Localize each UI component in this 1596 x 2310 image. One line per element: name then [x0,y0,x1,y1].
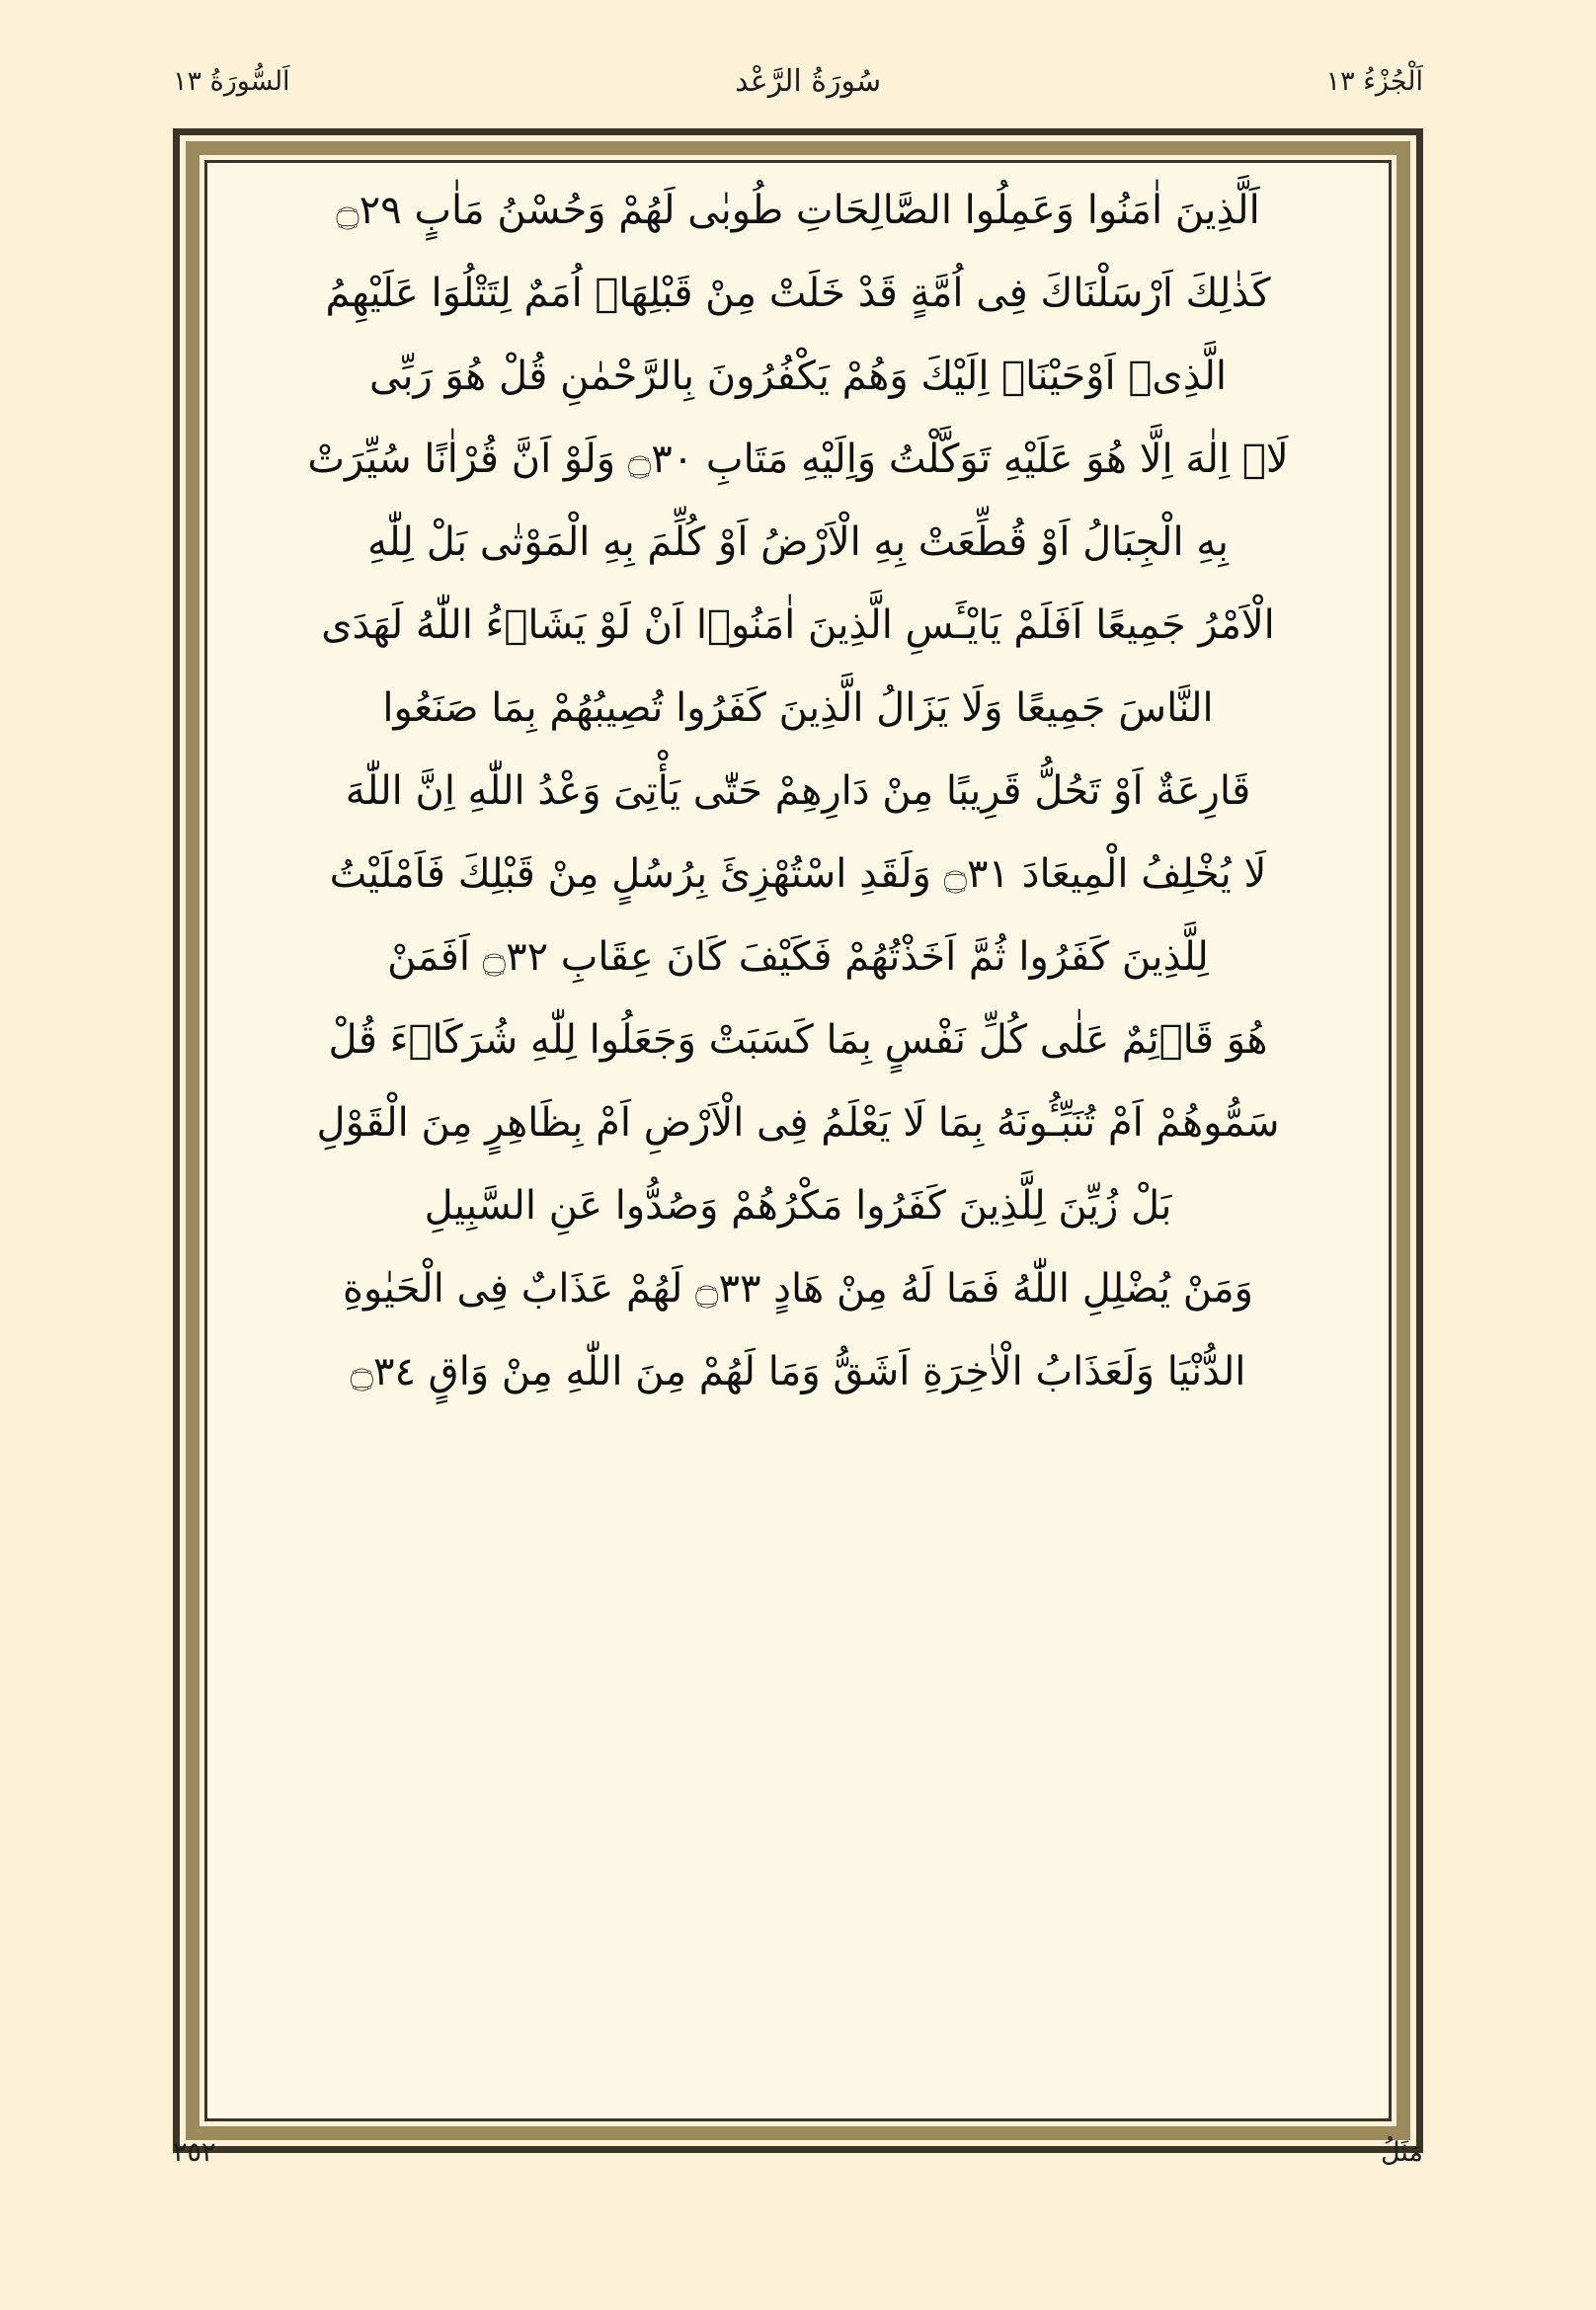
ayah-line: لَا يُخْلِفُ الْمِيعَادَ ۝٣١ وَلَقَدِ اسْتُهْزِئَ بِرُسُلٍ مِنْ قَبْلِكَ فَاَمْلَيْتُ [329,851,1267,897]
footer-page-number: ٢٥٢ [173,2136,216,2168]
text-frame-inner [204,160,1392,2121]
text-frame-middle [186,141,1410,2140]
ayah-line: لِلَّذِينَ كَفَرُوا ثُمَّ اَخَذْتُهُمْ فَكَيْفَ كَانَ عِقَابِ ۝٣٢ اَفَمَنْ [387,934,1209,980]
header-surah-title: سُورَةُ الرَّعْد [735,63,882,99]
ayah-line: الْاَمْرُ جَمِيعًا اَفَلَمْ يَايْـَٔسِ الَّذِينَ اٰمَنُوۤا اَنْ لَوْ يَشَاۤءُ اللّٰهُ لَهَدَى [321,602,1275,648]
ayah-line: بِهِ الْجِبَالُ اَوْ قُطِّعَتْ بِهِ الْاَرْضُ اَوْ كُلِّمَ بِهِ الْمَوْتٰى بَلْ لِلّٰهِ [367,519,1229,565]
ayah-line: كَذٰلِكَ اَرْسَلْنَاكَ فِى اُمَّةٍ قَدْ خَلَتْ مِنْ قَبْلِهَاۤ اُمَمٌ لِتَتْلُوَا عَلَيْهِمُ [325,271,1271,316]
ayah-lines [237,181,1359,1392]
ayah-line: بَلْ زُيِّنَ لِلَّذِينَ كَفَرُوا مَكْرُهُمْ وَصُدُّوا عَنِ السَّبِيلِ [424,1183,1172,1229]
header-surah-number: اَلسُّورَةُ ١٣ [173,65,290,97]
ayah-line: الَّذِىۤ اَوْحَيْنَاۤ اِلَيْكَ وَهُمْ يَكْفُرُونَ بِالرَّحْمٰنِ قُلْ هُوَ رَبِّى [369,354,1227,399]
footer-catchword: مَثَلُ [1380,2136,1423,2168]
header-juz: اَلْجُزْءُ ١٣ [1325,65,1423,97]
ayah-line: قَارِعَةٌ اَوْ تَحُلُّ قَرِيبًا مِنْ دَارِهِمْ حَتّٰى يَأْتِىَ وَعْدُ اللّٰهِ اِنَّ اللّٰهَ [345,768,1251,814]
ayah-line: هُوَ قَاۤئِمٌ عَلٰى كُلِّ نَفْسٍ بِمَا كَسَبَتْ وَجَعَلُوا لِلّٰهِ شُرَكَاۤءَ قُلْ [328,1017,1268,1063]
page-header [173,51,1423,111]
ayah-line: لَاۤ اِلٰهَ اِلَّا هُوَ عَلَيْهِ تَوَكَّلْتُ وَاِلَيْهِ مَتَابِ ۝٣٠ وَلَوْ اَنَّ قُرْاٰنًا سُيِّرَتْ [307,437,1289,482]
ayah-line: الدُّنْيَا وَلَعَذَابُ الْاٰخِرَةِ اَشَقُّ وَمَا لَهُمْ مِنَ اللّٰهِ مِنْ وَاقٍ ۝٣٤ [350,1349,1246,1394]
ayah-line: سَمُّوهُمْ اَمْ تُنَبِّـُٔونَهُ بِمَا لَا يَعْلَمُ فِى الْاَرْضِ اَمْ بِظَاهِرٍ مِنَ الْقَوْلِ [316,1100,1280,1146]
page-footer [173,2122,1423,2182]
text-frame-outer [173,128,1423,2153]
ayah-line: وَمَنْ يُضْلِلِ اللّٰهُ فَمَا لَهُ مِنْ هَادٍ ۝٣٣ لَهُمْ عَذَابٌ فِى الْحَيٰوةِ [343,1266,1253,1312]
ayah-line: النَّاسَ جَمِيعًا وَلَا يَزَالُ الَّذِينَ كَفَرُوا تُصِيبُهُمْ بِمَا صَنَعُوا [382,685,1214,731]
ayah-line: اَلَّذِينَ اٰمَنُوا وَعَمِلُوا الصَّالِحَاتِ طُوبٰى لَهُمْ وَحُسْنُ مَاٰبٍ ۝٢٩ [336,188,1260,233]
